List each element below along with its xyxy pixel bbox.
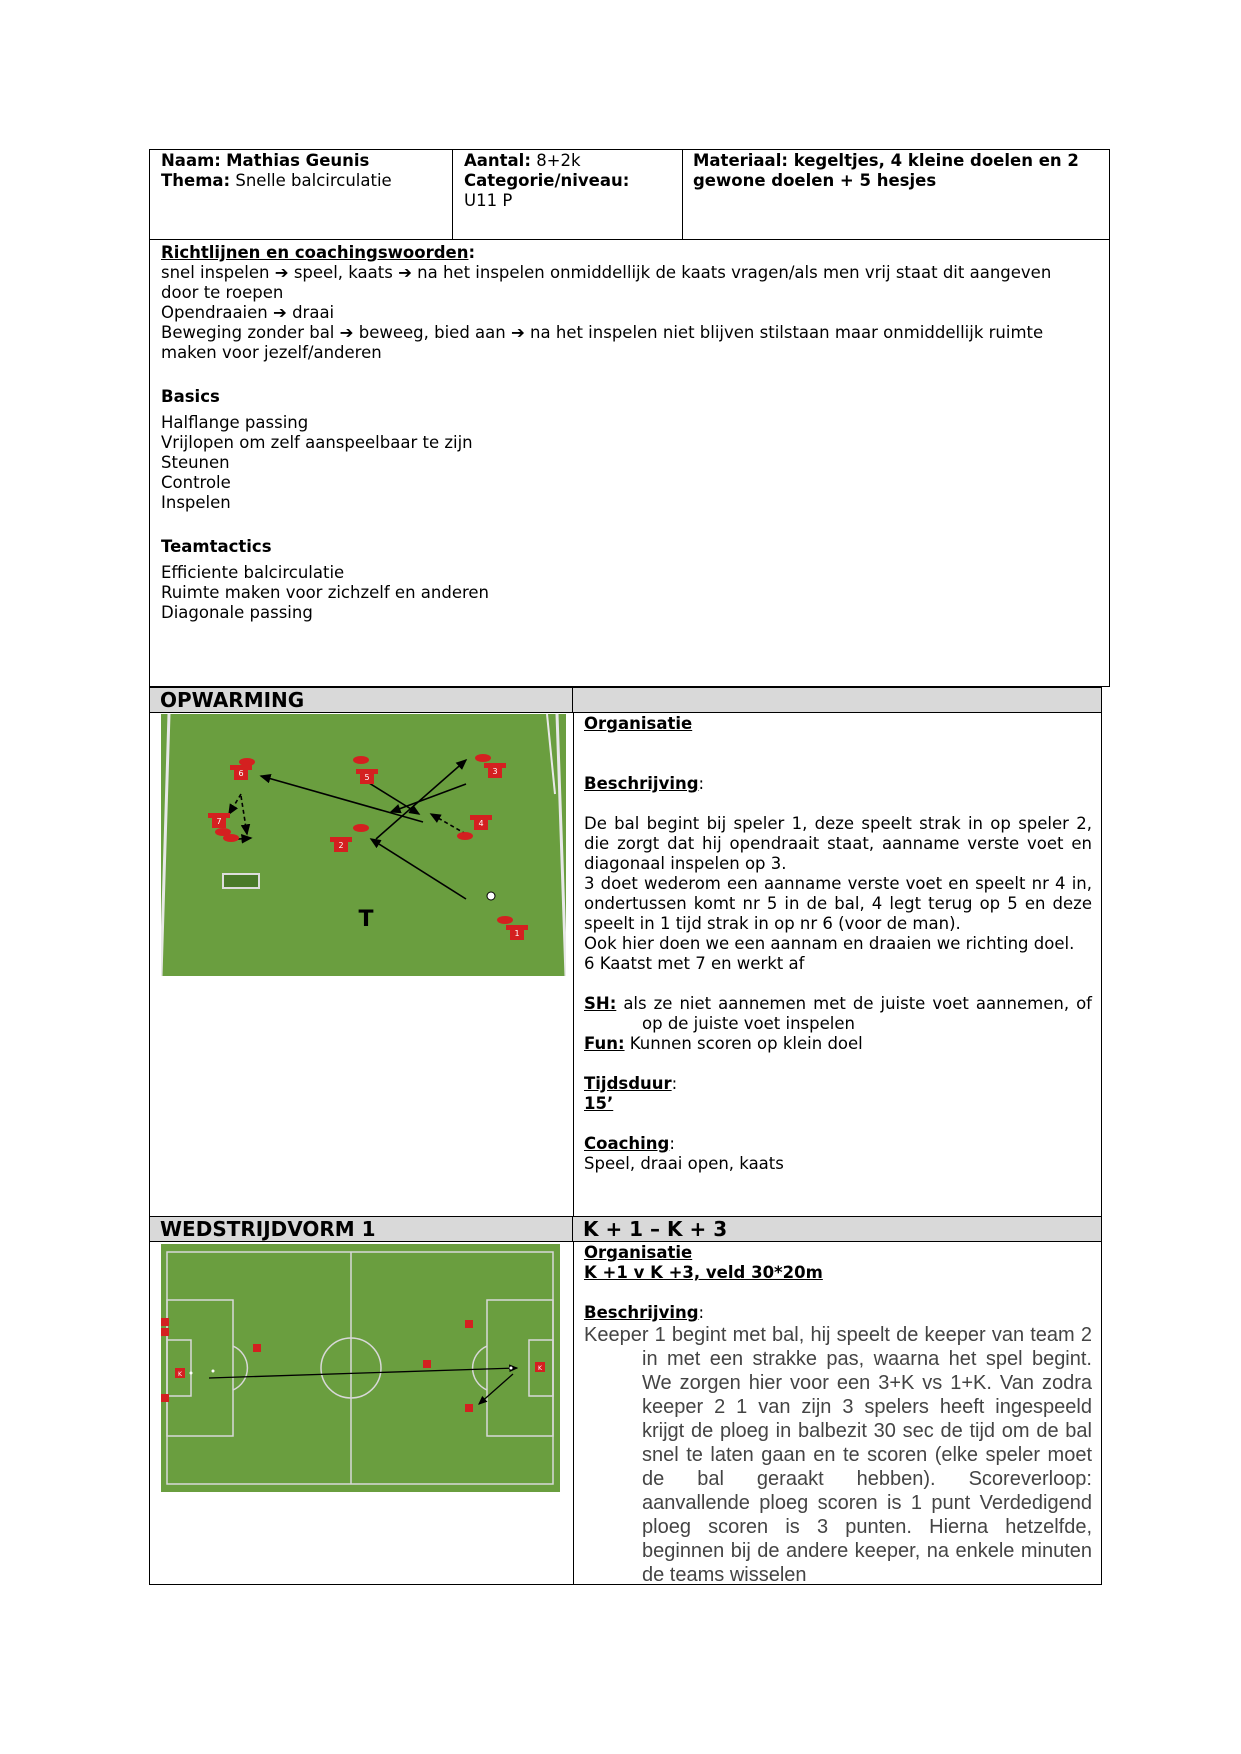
wedstrijdvorm-heading-right xyxy=(572,1216,1102,1242)
line3b: draai xyxy=(292,303,335,322)
thema-label: Thema: xyxy=(161,171,231,190)
teamtactics-list xyxy=(161,563,1101,623)
opwarming-heading xyxy=(149,687,573,713)
player-number: 6 xyxy=(238,769,244,778)
line3a: Opendraaien xyxy=(161,303,268,322)
teamtactics-item: Diagonale passing xyxy=(161,603,313,622)
thema-value: Snelle balcirculatie xyxy=(235,171,392,190)
categorie-value: U11 P xyxy=(464,191,513,210)
arrow-icon: ➔ xyxy=(274,263,289,282)
basics-list xyxy=(161,413,1101,513)
wedstrijdvorm-heading-text: WEDSTRIJDVORM 1 xyxy=(160,1217,376,1241)
header-naam xyxy=(161,151,451,191)
beschrijving-label: Beschrijving xyxy=(584,1303,699,1322)
player-number: 5 xyxy=(364,773,370,782)
trainer-letter: T xyxy=(358,907,374,932)
desc-paragraph: Ook hier doen we een aannam en draaien we richting doel. xyxy=(584,934,1075,953)
basics-item: Steunen xyxy=(161,453,230,472)
arrow-icon: ➔ xyxy=(339,323,354,342)
coaching-label: Coaching xyxy=(584,1134,670,1153)
desc-paragraph: Keeper 1 begint met bal, hij speelt de keeper van team 2 in met een strakke pas, waarna het spel begint. We zorgen hier voor een 3+K vs 1+K. Van zodra keeper 2 1 van zijn 3 spelers heeft ingespeeld krijgt de ploeg in balbezit 30 sec de tijd om de bal snel te laten gaan en te scoren (elke speler moet de bal geraakt hebben). Scoreverloop: aanvallende ploeg scoren is 1 punt Verdedigend ploeg scoren is 3 punten. Hierna hetzelfde, beginnen bij de andere keeper, na enkele minuten de teams wisselen xyxy=(584,1324,1092,1586)
opwarming-heading-text: OPWARMING xyxy=(160,688,305,712)
player-number: 7 xyxy=(216,817,222,826)
beschrijving-label: Beschrijving xyxy=(584,774,699,793)
line4b: beweeg, bied aan xyxy=(358,323,506,342)
line2: door te roepen xyxy=(161,283,284,302)
player-number: 1 xyxy=(514,929,520,938)
opwarming-diagram xyxy=(161,714,566,976)
keeper-label: K xyxy=(538,1365,542,1372)
line1c: na het inspelen onmiddellijk de kaats vragen/als men vrij staat dit aangeven xyxy=(417,263,1052,282)
basics-title: Basics xyxy=(161,387,220,406)
sh-label: SH: xyxy=(584,994,617,1013)
tijdsduur-label: Tijdsduur xyxy=(584,1074,672,1093)
coaching-value: Speel, draai open, kaats xyxy=(584,1154,784,1173)
player-number: 3 xyxy=(492,767,498,776)
header-materiaal xyxy=(693,151,1103,191)
organisatie-label: Organisatie xyxy=(584,714,693,733)
richtlijnen-content xyxy=(161,243,1101,623)
tijdsduur-value: 15’ xyxy=(584,1094,614,1113)
basics-item: Controle xyxy=(161,473,231,492)
richtlijnen-title: Richtlijnen en coachingswoorden xyxy=(161,243,469,262)
desc-paragraph: De bal begint bij speler 1, deze speelt strak in op speler 2, die zorgt dat hij opendraait staat, aanname verste voet en diagonaal inspelen op 3. xyxy=(584,814,1092,873)
aantal-label: Aantal: xyxy=(464,151,531,170)
header-aantal xyxy=(464,151,684,211)
fun-label: Fun: xyxy=(584,1034,625,1053)
organisatie-value: K +1 v K +3, veld 30*20m xyxy=(584,1263,823,1282)
teamtactics-item: Efficiente balcirculatie xyxy=(161,563,345,582)
line4c: na het inspelen niet blijven stilstaan maar onmiddellijk ruimte xyxy=(530,323,1044,342)
player-number: 4 xyxy=(478,819,484,828)
wedstrijdvorm-text xyxy=(584,1243,1092,1587)
fun-text: Kunnen scoren op klein doel xyxy=(624,1034,863,1053)
desc-paragraph: 6 Kaatst met 7 en werkt af xyxy=(584,954,805,973)
materiaal-line2: gewone doelen + 5 hesjes xyxy=(693,171,937,190)
arrow-icon: ➔ xyxy=(510,323,525,342)
wedstrijdvorm-heading xyxy=(149,1216,573,1242)
materiaal-line1: Materiaal: kegeltjes, 4 kleine doelen en 2 xyxy=(693,151,1079,170)
organisatie-label: Organisatie xyxy=(584,1243,693,1262)
arrow-icon: ➔ xyxy=(398,263,412,282)
teamtactics-title: Teamtactics xyxy=(161,537,272,556)
line4a: Beweging zonder bal xyxy=(161,323,335,342)
basics-item: Vrijlopen om zelf aanspeelbaar te zijn xyxy=(161,433,473,452)
colon: : xyxy=(698,774,705,793)
line1a: snel inspelen xyxy=(161,263,270,282)
naam-label: Naam: xyxy=(161,151,221,170)
keeper-label: K xyxy=(178,1371,182,1378)
player-number: 2 xyxy=(338,841,344,850)
arrow-icon: ➔ xyxy=(273,303,287,322)
categorie-label: Categorie/niveau: xyxy=(464,171,630,190)
desc-paragraph: 3 doet wederom een aanname verste voet en speelt nr 4 in, ondertussen komt nr 5 in de bal, 4 legt terug op 5 en deze speelt in 1 tijd strak in op nr 6 (voor de man). xyxy=(584,874,1092,933)
wedstrijdvorm-heading-right-text: K + 1 – K + 3 xyxy=(583,1217,728,1241)
aantal-value: 8+2k xyxy=(536,151,581,170)
teamtactics-item: Ruimte maken voor zichzelf en anderen xyxy=(161,583,489,602)
naam-value: Mathias Geunis xyxy=(226,151,370,170)
colon: : xyxy=(671,1074,678,1093)
opwarming-heading-right xyxy=(572,687,1102,713)
line1b: speel, kaats xyxy=(293,263,393,282)
basics-item: Halflange passing xyxy=(161,413,309,432)
line5: maken voor jezelf/anderen xyxy=(161,343,382,362)
colon: : xyxy=(698,1303,705,1322)
basics-item: Inspelen xyxy=(161,493,231,512)
opwarming-text xyxy=(584,714,1092,1174)
sh-text: als ze niet aannemen met de juiste voet aannemen, of op de juiste voet inspelen xyxy=(616,994,1092,1033)
wedstrijdvorm-diagram xyxy=(161,1244,560,1492)
colon: : xyxy=(669,1134,675,1153)
richtlijnen-colon: : xyxy=(468,243,476,262)
